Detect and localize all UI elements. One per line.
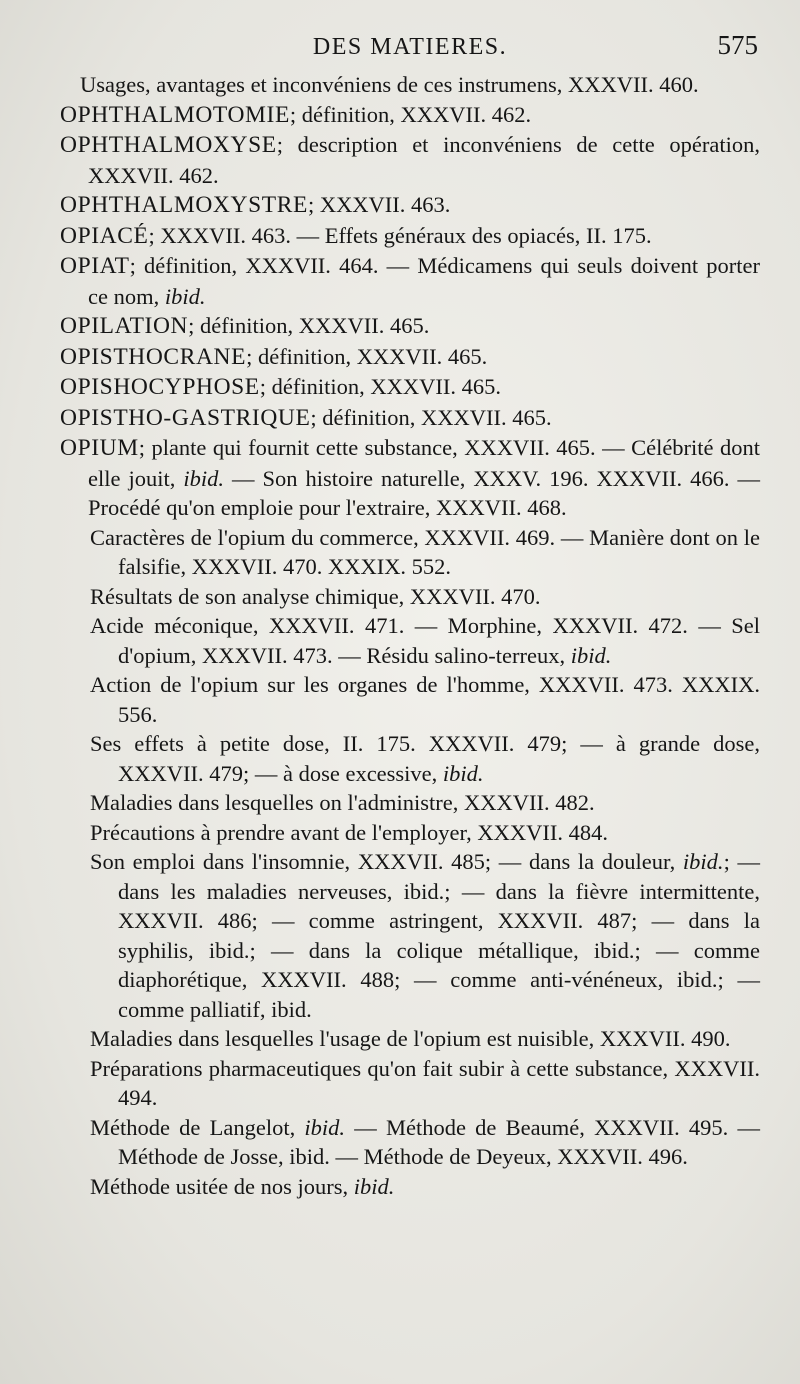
index-entry [80,70,760,100]
index-entry [90,670,760,729]
running-head: DES MATIERES. [312,34,508,60]
index-entry [90,847,760,1024]
entry-text: Son emploi dans l'insomnie, XXXVII. 485; — dans la douleur, [90,849,683,874]
entry-headword: OPHTHALMOXYSE [60,132,277,158]
entry-text-continued: — Son histoire naturelle, XXXV. 196. XXXVII. 466. — Procédé qu'on emploie pour l'extraire, XXXVII. 468. [88,465,760,520]
entry-text: Préparations pharmaceutiques qu'on fait subir à cette substance, XXXVII. 494. [90,1055,760,1110]
entry-text: Caractères de l'opium du commerce, XXXVII. 469. — Manière dont on le falsifie, XXXVII. 470. XXXIX. 552. [90,524,760,579]
page-number: 575 [717,30,758,60]
index-entry [60,221,760,252]
entry-text: Précautions à prendre avant de l'employer, XXXVII. 484. [90,819,608,845]
entry-text: Ses effets à petite dose, II. 175. XXXVII. 479; — à grande dose, XXXVII. 479; — à dose excessive, [90,731,760,786]
entry-ibid: ibid. [570,642,612,668]
entry-ibid: ibid. [183,465,225,491]
entry-text: Méthode usitée de nos jours, [90,1173,354,1199]
index-entry [60,342,760,373]
entry-text: ; XXXVII. 463. [307,192,451,217]
entry-text-continued: — Méthode de Beaumé, XXXVII. 495. — Méthode de Josse, ibid. — Méthode de Deyeux, XXXVII. 496. [118,1114,761,1169]
index-entries [60,70,760,1201]
index-entry [90,788,760,818]
entry-ibid: ibid. [304,1114,346,1140]
entry-headword: OPHTHALMOXYSTRE [60,192,308,218]
entry-headword: OPIUM [60,435,139,461]
entry-ibid: ibid. [164,283,206,309]
entry-text-continued: ; — dans les maladies nerveuses, ibid.; — dans la fièvre intermittente, XXXVII. 486; — comme astringent, XXXVII. 487; — dans la syphilis, ibid.; — dans la colique métallique, ibid.; — comme diaphorétique, XXXVII. 488; — comme anti-vénéneux, ibid.; — comme palliatif, ibid. [118,849,760,1022]
index-entry [90,611,760,670]
entry-text: ; définition, XXXVII. 462. [289,101,532,127]
index-entry [90,818,760,848]
entry-text: ; définition, XXXVII. 465. [259,374,501,399]
entry-headword: OPISTHO-GASTRIQUE [60,404,311,431]
entry-text: ; définition, XXXVII. 465. [188,313,430,338]
index-entry [90,1172,760,1202]
index-entry [60,311,760,342]
entry-text: Méthode de Langelot, [90,1114,305,1140]
index-entry [90,582,760,612]
entry-text: Usages, avantages et inconvéniens de ces instrumens, XXXVII. 460. [80,72,699,97]
entry-text: ; définition, XXXVII. 464. — Médicamens qui seuls doivent porter ce nom, [88,253,760,309]
entry-headword: OPILATION [60,313,189,339]
index-entry [90,1024,760,1054]
entry-ibid: ibid. [442,760,484,786]
index-entry [90,523,760,582]
entry-text: Maladies dans lesquelles on l'administre, XXXVII. 482. [90,790,595,815]
entry-text: ; XXXVII. 463. — Effets généraux des opiacés, II. 175. [148,222,652,248]
index-entry [60,190,760,221]
index-entry [60,251,760,311]
entry-text: Acide méconique, XXXVII. 471. — Morphine, XXXVII. 472. — Sel d'opium, XXXVII. 473. — Résidu salino-terreux, [90,613,760,668]
entry-text: Résultats de son analyse chimique, XXXVII. 470. [90,583,541,609]
entry-headword: OPHTHALMOTOMIE [60,101,290,128]
index-entry [60,130,760,190]
index-entry [90,729,760,788]
entry-text: ; description et inconvéniens de cette opération, XXXVII. 462. [88,132,760,188]
index-entry [60,433,760,523]
page-header [60,30,760,70]
entry-text: ; définition, XXXVII. 465. [246,343,488,369]
entry-headword: OPIAT [60,253,130,279]
entry-headword: OPISHOCYPHOSE [60,374,260,400]
index-entry [90,1113,760,1172]
entry-text: Maladies dans lesquelles l'usage de l'opium est nuisible, XXXVII. 490. [90,1026,731,1051]
entry-headword: OPISTHOCRANE [60,343,247,370]
index-entry [90,1054,760,1113]
entry-ibid: ibid. [353,1173,395,1199]
entry-text: Action de l'opium sur les organes de l'homme, XXXVII. 473. XXXIX. 556. [90,672,760,727]
entry-text: ; plante qui fournit cette substance, XXXVII. 465. — Célébrité dont elle jouit, [88,435,760,491]
index-entry [60,372,760,403]
index-entry [60,100,760,131]
index-entry [60,403,760,434]
entry-ibid: ibid. [682,849,724,874]
entry-text: ; définition, XXXVII. 465. [310,404,552,430]
entry-headword: OPIACÉ [60,222,149,249]
